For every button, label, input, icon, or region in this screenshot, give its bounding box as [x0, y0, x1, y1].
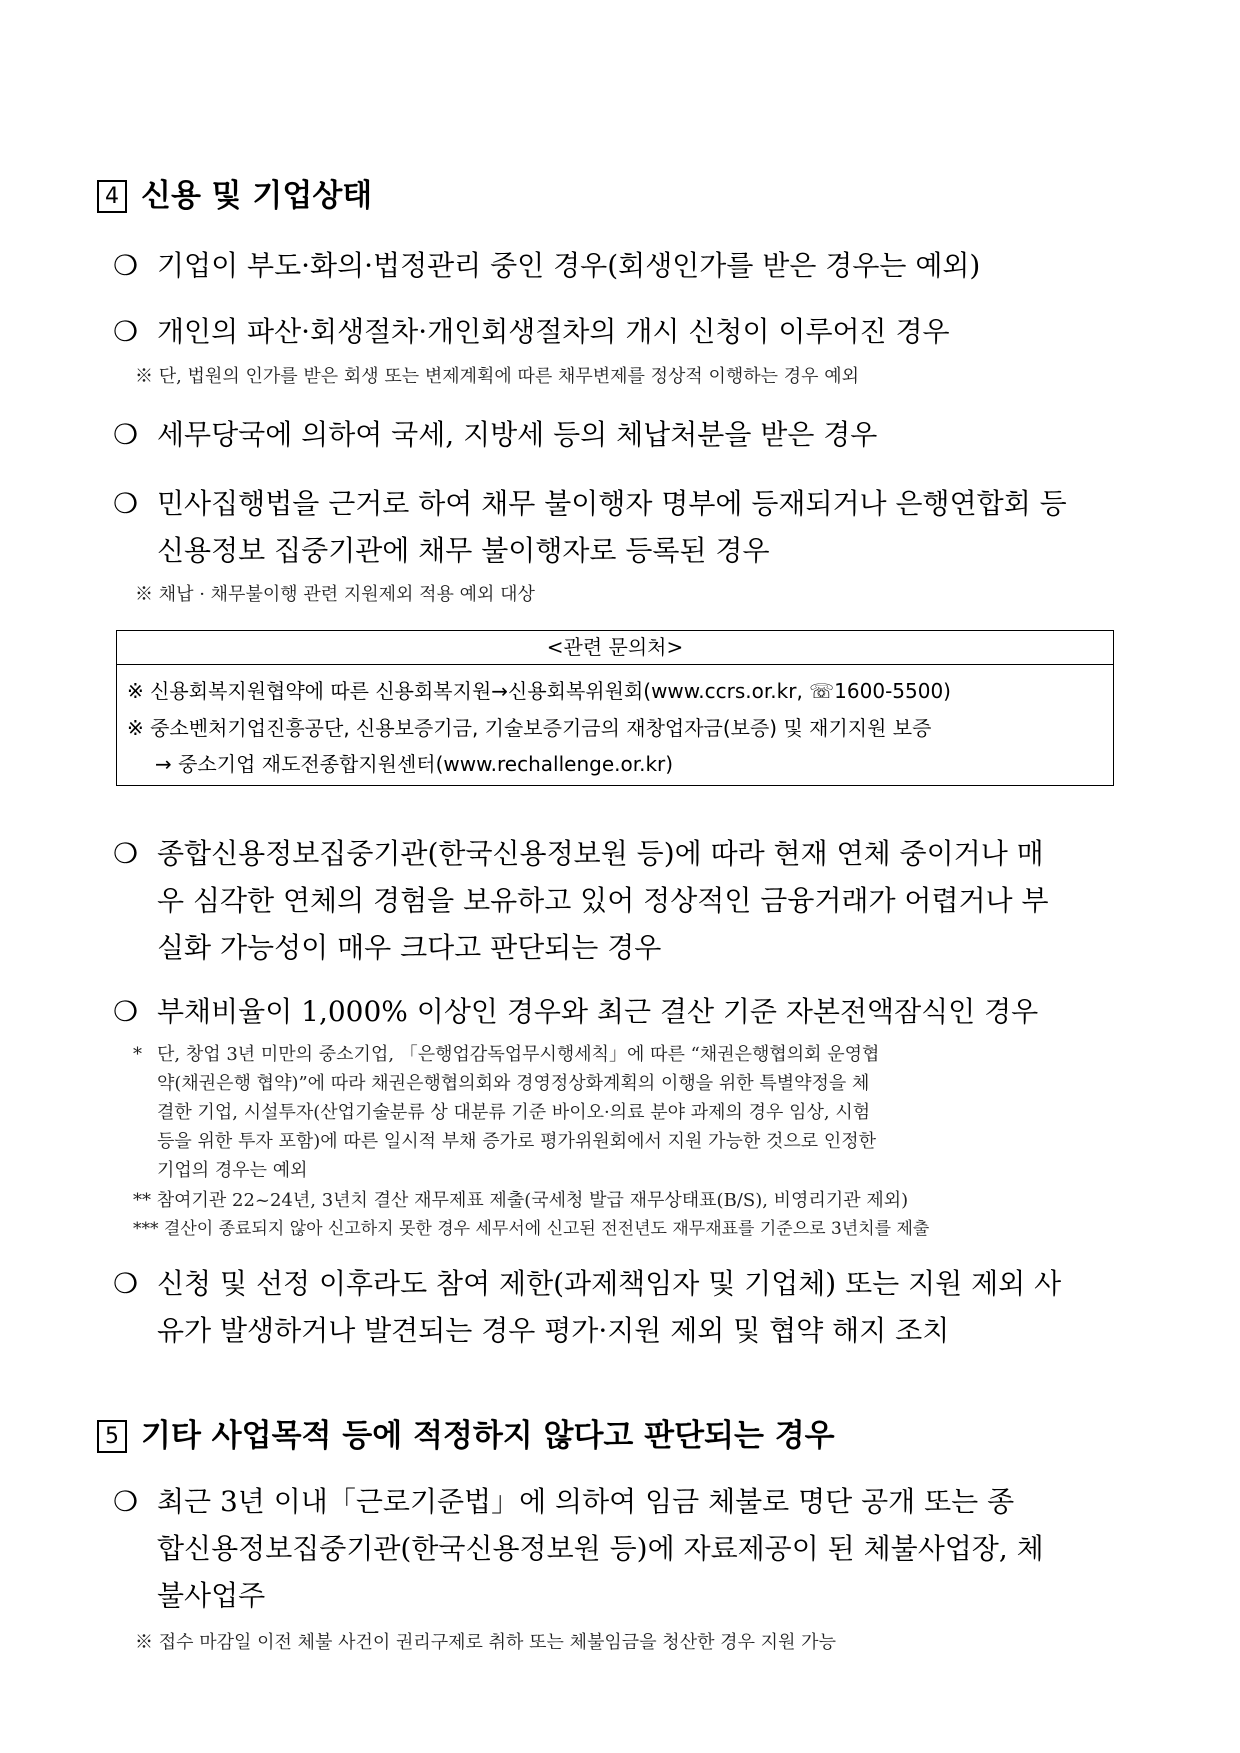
asterisk-marker: * — [133, 1044, 142, 1065]
bullet-item — [113, 832, 1113, 972]
footnote-line: *** 결산이 종료되지 않아 신고하지 못한 경우 세무서에 신고된 전전년도 재무재표를 기준으로 3년치를 제출 — [133, 1219, 930, 1239]
bullet-text: 개인의 파산·회생절차·개인회생절차의 개시 신청이 이루어진 경우 — [157, 315, 950, 348]
contact-line: → 중소기업 재도전종합지원센터(www.rechallenge.or.kr) — [155, 752, 674, 776]
bullet-text: 부채비율이 1,000% 이상인 경우와 최근 결산 기준 자본전액잠식인 경우 — [157, 995, 1039, 1028]
bullet-item — [113, 1480, 1113, 1620]
bullet-text: 유가 발생하거나 발견되는 경우 평가·지원 제외 및 협약 해지 조치 — [157, 1314, 950, 1347]
footnote-line: ** 참여기관 22~24년, 3년치 결산 재무제표 제출(국세청 발급 재무상태표(B/S), 비영리기관 제외) — [133, 1190, 909, 1211]
footnote-line: 기업의 경우는 예외 — [157, 1160, 308, 1181]
circle-bullet-icon: ❍ — [113, 1485, 139, 1518]
bullet-text: 종합신용정보집중기관(한국신용정보원 등)에 따라 현재 연체 중이거나 매 — [157, 837, 1044, 870]
section-5-heading — [97, 1410, 835, 1455]
bullet-text: 신용정보 집중기관에 채무 불이행자로 등록된 경우 — [157, 534, 770, 567]
footnote-line: 단, 창업 3년 미만의 중소기업, 「은행업감독업무시행세칙」에 따른 “채권은행협의회 운영협 — [157, 1044, 880, 1065]
circle-bullet-icon: ❍ — [113, 1267, 139, 1300]
footnote-line: 결한 기업, 시설투자(산업기술분류 상 대분류 기준 바이오·의료 분야 과제의 경우 임상, 시험 — [157, 1102, 871, 1123]
circle-bullet-icon: ❍ — [113, 249, 139, 282]
footnote: ※ 접수 마감일 이전 체불 사건이 권리구제로 취하 또는 체불임금을 청산한 경우 지원 가능 — [135, 1632, 836, 1653]
bullet-text: 신청 및 선정 이후라도 참여 제한(과제책임자 및 기업체) 또는 지원 제외 사 — [157, 1267, 1062, 1300]
circle-bullet-icon: ❍ — [113, 487, 139, 520]
contact-line: ※ 중소벤처기업진흥공단, 신용보증기금, 기술보증기금의 재창업자금(보증) 및 재기지원 보증 — [127, 716, 932, 740]
section-title: 신용 및 기업상태 — [141, 178, 373, 214]
bullet-text: 최근 3년 이내「근로기준법」에 의하여 임금 체불로 명단 공개 또는 종 — [157, 1485, 1015, 1518]
contact-box-title: <관련 문의처> — [117, 631, 1113, 665]
bullet-item — [113, 244, 1113, 288]
bullet-text: 세무당국에 의하여 국세, 지방세 등의 체납처분을 받은 경우 — [157, 418, 878, 451]
bullet-text: 불사업주 — [157, 1579, 266, 1612]
footnote-line: 등을 위한 투자 포함)에 따른 일시적 부채 증가로 평가위원회에서 지원 가능한 것으로 인정한 — [157, 1131, 877, 1152]
bullet-item — [113, 990, 1113, 1034]
footnote-line: 약(채권은행 협약)”에 따라 채권은행협의회와 경영정상화계획의 이행을 위한 특별약정을 체 — [157, 1073, 870, 1094]
bullet-text: 합신용정보집중기관(한국신용정보원 등)에 자료제공이 된 체불사업장, 체 — [157, 1532, 1044, 1565]
bullet-item — [113, 482, 1113, 570]
bullet-item — [113, 1262, 1113, 1350]
section-number-box: 4 — [97, 180, 127, 213]
bullet-text: 실화 가능성이 매우 크다고 판단되는 경우 — [157, 931, 662, 964]
footnote: ※ 단, 법원의 인가를 받은 회생 또는 변제계획에 따른 채무변제를 정상적 이행하는 경우 예외 — [135, 366, 860, 387]
bullet-item — [113, 413, 1113, 457]
bullet-text: 민사집행법을 근거로 하여 채무 불이행자 명부에 등재되거나 은행연합회 등 — [157, 487, 1067, 520]
contact-line: ※ 신용회복지원협약에 따른 신용회복지원→신용회복위원회(www.ccrs.or.kr, ☏1600-5500) — [127, 679, 951, 703]
contact-box — [116, 630, 1114, 786]
bullet-text: 기업이 부도·화의·법정관리 중인 경우(회생인가를 받은 경우는 예외) — [157, 249, 981, 282]
circle-bullet-icon: ❍ — [113, 995, 139, 1028]
footnote: ※ 채납 · 채무불이행 관련 지원제외 적용 예외 대상 — [135, 584, 535, 605]
section-title: 기타 사업목적 등에 적정하지 않다고 판단되는 경우 — [141, 1418, 835, 1454]
circle-bullet-icon: ❍ — [113, 837, 139, 870]
section-4-heading — [97, 170, 372, 215]
bullet-text: 우 심각한 연체의 경험을 보유하고 있어 정상적인 금융거래가 어렵거나 부 — [157, 884, 1049, 917]
section-number-box: 5 — [97, 1420, 127, 1453]
circle-bullet-icon: ❍ — [113, 315, 139, 348]
circle-bullet-icon: ❍ — [113, 418, 139, 451]
bullet-item — [113, 310, 1113, 354]
